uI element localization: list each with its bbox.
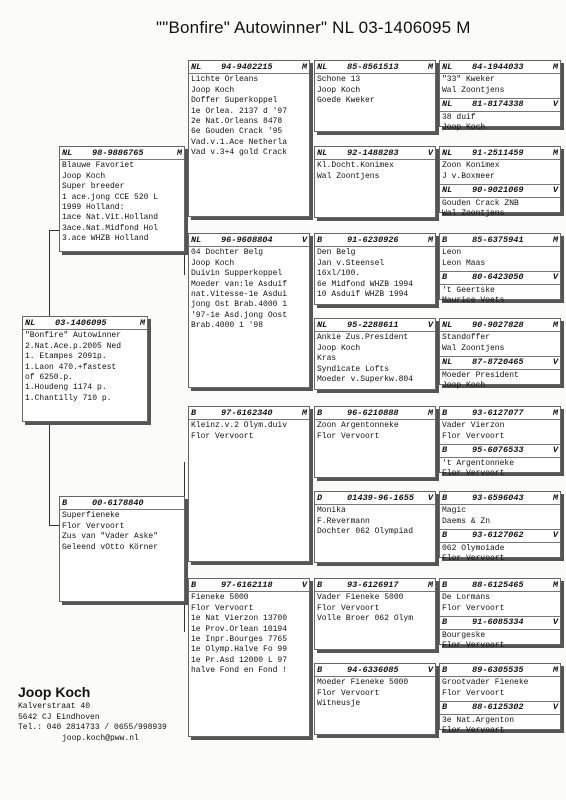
- pigeon-info-line: Wal Zoontjens: [442, 209, 505, 219]
- country-code: B: [442, 530, 448, 541]
- breeder-info: [18, 683, 167, 744]
- pigeon-header: [440, 320, 560, 332]
- pigeon-header: [440, 235, 560, 247]
- pigeon-info-line: Jan v.Steensel: [317, 258, 385, 268]
- pigeon-card-p6: [188, 406, 310, 562]
- pigeon-card-p12: [314, 406, 436, 478]
- country-code: NL: [317, 62, 328, 72]
- pigeon-info-line: Daems & Zn: [442, 516, 491, 526]
- sex-label: M: [552, 148, 558, 158]
- pigeon-card-p2: [59, 146, 185, 252]
- sex-label: V: [552, 530, 558, 541]
- ring-number: 88-6125302: [472, 702, 524, 713]
- pigeon-header: [440, 617, 560, 629]
- pigeon-card-p3: [59, 496, 185, 602]
- sex-label: V: [552, 99, 558, 110]
- ring-number: 93-6127062: [472, 530, 524, 541]
- pigeon-info-line: Kras: [317, 354, 337, 364]
- sex-label: V: [552, 357, 558, 368]
- pigeon-info-line: halve Fond en Fond !: [191, 666, 288, 676]
- pigeon-card-p9: [314, 146, 436, 218]
- sex-label: M: [427, 62, 433, 72]
- country-code: NL: [442, 62, 453, 72]
- sex-label: V: [427, 320, 433, 330]
- pigeon-info-line: 1999 Holland:: [62, 203, 125, 213]
- pigeon-header: [315, 320, 435, 332]
- pigeon-info-line: nat.Vitesse-1e Asdui: [191, 290, 288, 300]
- pigeon-info-line: Blauwe Favoriet: [62, 161, 135, 171]
- pigeon-header: [23, 318, 147, 330]
- pigeon-info-line: 't Geertske: [442, 285, 495, 295]
- pigeon-card-p8: [314, 60, 436, 132]
- pigeon-info-line: Ankie Zus.President: [317, 333, 409, 343]
- sex-label: V: [301, 580, 307, 590]
- country-code: B: [317, 665, 323, 675]
- sex-label: M: [552, 235, 558, 245]
- pigeon-info-line: 1.Houdeng 1174 p.: [25, 383, 107, 393]
- pigeon-info-line: Maurice Voets: [442, 296, 505, 306]
- pigeon-header: [440, 665, 560, 677]
- pigeon-info-line: Leon: [442, 248, 462, 258]
- sex-label: M: [427, 235, 433, 245]
- country-code: B: [191, 408, 197, 418]
- pigeon-card-p16: [439, 60, 561, 133]
- pigeon-info-line: Flor Vervoort: [442, 603, 505, 613]
- pigeon-header: [60, 498, 184, 510]
- country-code: NL: [191, 235, 202, 245]
- pigeon-info-line: Flor Vervoort: [442, 469, 505, 479]
- ring-number: 90-9021069: [472, 185, 524, 196]
- pigeon-header: [440, 445, 560, 457]
- sex-label: M: [301, 408, 307, 418]
- pigeon-info-line: 1.Chantilly 710 p.: [25, 393, 112, 403]
- pigeon-info-line: jong Ost Brab.4000 1: [191, 300, 288, 310]
- connector-line: [49, 230, 50, 317]
- ring-number: 88-6125465: [472, 580, 524, 590]
- pigeon-info-line: 1e Pr.Asd 12000 L 97: [191, 655, 288, 665]
- country-code: NL: [317, 148, 328, 158]
- pigeon-info-line: Joop Koch: [191, 85, 235, 95]
- ring-number: 93-6596043: [472, 493, 524, 503]
- pigeon-info-line: Witneusje: [317, 699, 361, 709]
- pigeon-info-line: Moeder van:le Asduif: [191, 279, 288, 289]
- country-code: NL: [25, 318, 36, 328]
- pigeon-info-line: J v.Boxmeer: [442, 171, 495, 181]
- pigeon-info-line: Den Belg: [317, 248, 356, 258]
- pigeon-card-p13: [314, 491, 436, 563]
- country-code: NL: [62, 148, 73, 158]
- pigeon-card-p26: [439, 491, 561, 564]
- ring-number: 00-6178840: [92, 498, 144, 508]
- ring-number: 95-2288611: [347, 320, 399, 330]
- pigeon-header: [189, 62, 309, 74]
- pigeon-info-line: Volle Broer 062 Olym: [317, 614, 414, 624]
- country-code: NL: [442, 185, 453, 196]
- pigeon-header: [440, 702, 560, 714]
- country-code: B: [442, 235, 448, 245]
- pigeon-info-line: Super breeder: [62, 182, 125, 192]
- ring-number: 85-8561513: [347, 62, 399, 72]
- pigeon-info-line: Flor Vervoort: [317, 431, 380, 441]
- pigeon-info-line: 1.Laon 470.+fastest: [25, 362, 117, 372]
- pigeon-card-p20: [439, 233, 561, 306]
- pigeon-info-line: Flor Vervoort: [442, 431, 505, 441]
- pigeon-info-line: Brab.4000 1 '98: [191, 321, 264, 331]
- pigeon-info-line: Flor Vervoort: [191, 431, 254, 441]
- pigeon-info-line: 10 Asduif WHZB 1994: [317, 290, 409, 300]
- pigeon-info-line: Wal Zoontjens: [317, 171, 380, 181]
- connector-line: [49, 420, 50, 525]
- ring-number: 89-6305535: [472, 665, 524, 675]
- pigeon-info-line: Joop Koch: [317, 85, 361, 95]
- country-code: NL: [442, 320, 453, 330]
- ring-number: 81-8174338: [472, 99, 524, 110]
- pigeon-header: [315, 235, 435, 247]
- ring-number: 90-9027828: [472, 320, 524, 330]
- sex-label: M: [427, 408, 433, 418]
- ring-number: 85-6375941: [472, 235, 524, 245]
- pigeon-info-line: Moeder v.Superkw.804: [317, 375, 414, 385]
- pigeon-info-line: F.Revermann: [317, 516, 370, 526]
- country-code: B: [62, 498, 68, 508]
- ring-number: 80-6423050: [472, 272, 524, 283]
- pigeon-info-line: Vader Fieneke 5000: [317, 593, 404, 603]
- ring-number: 94-6336085: [347, 665, 399, 675]
- pigeon-info-line: Flor Vervoort: [442, 726, 505, 736]
- pigeon-card-p22: [439, 318, 561, 391]
- country-code: NL: [317, 320, 328, 330]
- pigeon-info-line: Wal Zoontjens: [442, 85, 505, 95]
- pigeon-info-line: Wal Zoontjens: [442, 343, 505, 353]
- pigeon-info-line: 3.ace WHZB Holland: [62, 234, 149, 244]
- country-code: B: [442, 702, 448, 713]
- ring-number: 97-6162118: [221, 580, 273, 590]
- sex-label: V: [427, 493, 433, 503]
- pigeon-info-line: Zoon Argentonneke: [317, 421, 399, 431]
- pigeon-header: [315, 580, 435, 592]
- pigeon-info-line: Joop Koch: [317, 343, 361, 353]
- ring-number: 96-9608804: [221, 235, 273, 245]
- sex-label: M: [176, 148, 182, 158]
- ring-number: 03-1406095: [55, 318, 107, 328]
- pigeon-info-line: Moeder President: [442, 370, 519, 380]
- pigeon-info-line: 04 Dochter Belg: [191, 248, 264, 258]
- pigeon-header: [315, 493, 435, 505]
- country-code: NL: [442, 99, 453, 110]
- sex-label: V: [552, 617, 558, 628]
- pigeon-info-line: 't Argentonneke: [442, 458, 515, 468]
- pigeon-header: [440, 493, 560, 505]
- pigeon-info-line: "Bonfire" Autowinner: [25, 331, 122, 341]
- pigeon-info-line: Leon Maas: [442, 258, 486, 268]
- pigeon-header: [440, 530, 560, 542]
- ring-number: 87-8720465: [472, 357, 524, 368]
- country-code: B: [191, 580, 197, 590]
- pigeon-info-line: 1ace Nat.Vit.Holland: [62, 213, 159, 223]
- sex-label: M: [427, 580, 433, 590]
- ring-number: 91-6230926: [347, 235, 399, 245]
- ring-number: 93-6126917: [347, 580, 399, 590]
- pigeon-header: [315, 62, 435, 74]
- pigeon-info-line: 16xl/100.: [317, 269, 361, 279]
- breeder-name: Joop Koch: [18, 684, 91, 700]
- sex-label: M: [552, 62, 558, 72]
- pigeon-info-line: Flor Vervoort: [442, 554, 505, 564]
- sex-label: V: [552, 272, 558, 283]
- pigeon-card-p28: [439, 578, 561, 651]
- pigeon-info-line: Vad.v.1.Ace Netherla: [191, 137, 288, 147]
- pigeon-info-line: Zus van "Vader Aske": [62, 532, 159, 542]
- pigeon-header: [189, 408, 309, 420]
- breeder-postcode: 5642 CJ Eindhoven: [18, 712, 100, 722]
- pigeon-info-line: 1 ace.jong CCE 520 L: [62, 192, 159, 202]
- pigeon-header: [440, 580, 560, 592]
- sex-label: V: [301, 235, 307, 245]
- pigeon-info-line: 2.Nat.Ace.p.2005 Ned: [25, 341, 122, 351]
- sex-label: M: [301, 62, 307, 72]
- pigeon-header: [440, 357, 560, 369]
- pigeon-info-line: Kl.Docht.Konimex: [317, 161, 394, 171]
- ring-number: 97-6162340: [221, 408, 273, 418]
- country-code: B: [442, 580, 448, 590]
- country-code: B: [442, 272, 448, 283]
- breeder-email: joop.koch@pww.nl: [62, 733, 139, 743]
- country-code: B: [442, 408, 448, 418]
- pigeon-info-line: Grootvader Fieneke: [442, 678, 529, 688]
- pigeon-header: [189, 580, 309, 592]
- pigeon-info-line: 1e Olymp.Halve Fo 99: [191, 645, 288, 655]
- pigeon-info-line: Syndicate Lofts: [317, 364, 390, 374]
- sex-label: M: [552, 408, 558, 418]
- pigeon-info-line: Kleinz.v.2 Olym.duiv: [191, 421, 288, 431]
- pigeon-card-p11: [314, 318, 436, 390]
- sex-label: M: [139, 318, 145, 328]
- pigeon-info-line: Flor Vervoort: [191, 603, 254, 613]
- pigeon-info-line: Lichte Orleans: [191, 75, 259, 85]
- pigeon-info-line: Flor Vervoort: [62, 521, 125, 531]
- pigeon-header: [440, 148, 560, 160]
- pigeon-info-line: Flor Vervoort: [317, 603, 380, 613]
- sex-label: V: [427, 665, 433, 675]
- country-code: B: [442, 493, 448, 503]
- pigeon-card-p1: [22, 316, 148, 422]
- pigeon-header: [315, 665, 435, 677]
- pigeon-info-line: 3e Nat.Argenton: [442, 715, 515, 725]
- country-code: B: [317, 408, 323, 418]
- pigeon-info-line: 2e Nat.Orleans 8478: [191, 117, 283, 127]
- country-code: B: [317, 580, 323, 590]
- pigeon-info-line: Joop Koch: [62, 171, 106, 181]
- ring-number: 95-6076533: [472, 445, 524, 456]
- ring-number: 91-2511459: [472, 148, 524, 158]
- pigeon-header: [440, 62, 560, 74]
- pigeon-info-line: 062 Olymoiade: [442, 543, 505, 553]
- pigeon-info-line: Duivin Supperkoppel: [191, 269, 283, 279]
- ring-number: 01439-96-1655: [347, 493, 415, 503]
- pigeon-info-line: 6e Midfond WHZB 1994: [317, 279, 414, 289]
- sex-label: M: [552, 580, 558, 590]
- pigeon-info-line: Joop Koch: [442, 123, 486, 133]
- pigeon-info-line: 1e Orlea. 2137 d '97: [191, 106, 288, 116]
- pigeon-info-line: "33" Kweker: [442, 75, 495, 85]
- sex-label: M: [552, 320, 558, 330]
- pigeon-card-p24: [439, 406, 561, 479]
- sex-label: V: [552, 185, 558, 196]
- country-code: NL: [191, 62, 202, 72]
- pigeon-info-line: Standoffer: [442, 333, 491, 343]
- sex-label: V: [552, 702, 558, 713]
- country-code: NL: [442, 148, 453, 158]
- pigeon-card-p18: [439, 146, 561, 219]
- pigeon-info-line: Joop Koch: [191, 258, 235, 268]
- pigeon-info-line: Zoon Konimex: [442, 161, 500, 171]
- pigeon-info-line: Flor Vervoort: [442, 641, 505, 651]
- pigeon-info-line: Vader Vierzon: [442, 421, 505, 431]
- pigeon-header: [440, 272, 560, 284]
- pigeon-info-line: Schone 13: [317, 75, 361, 85]
- breeder-phone: Tel.: 040 2814733 / 0655/998939: [18, 723, 167, 732]
- pigeon-info-line: Fieneke 5000: [191, 593, 249, 603]
- pigeon-info-line: Flor Vervoort: [317, 688, 380, 698]
- pigeon-info-line: 38 duif: [442, 112, 476, 122]
- pigeon-info-line: Goede Kweker: [317, 96, 375, 106]
- pigeon-header: [189, 235, 309, 247]
- country-code: B: [442, 445, 448, 456]
- pigeon-card-p5: [188, 233, 310, 388]
- pigeon-info-line: 1e Nat Vierzon 13700: [191, 614, 288, 624]
- pigeon-info-line: Magic: [442, 506, 467, 516]
- sex-label: V: [552, 445, 558, 456]
- country-code: D: [317, 493, 323, 503]
- pigeon-card-p7: [188, 578, 310, 737]
- breeder-address: Kalverstraat 40: [18, 702, 91, 711]
- ring-number: 84-1944033: [472, 62, 524, 72]
- pigeon-info-line: '97-1e Asd.jong Oost: [191, 310, 288, 320]
- pigeon-info-line: 6e Gouden Crack '95: [191, 127, 283, 137]
- pigeon-info-line: Superfieneke: [62, 511, 120, 521]
- pigeon-info-line: 1e Inpr.Bourges 7765: [191, 635, 288, 645]
- pigeon-card-p15: [314, 663, 436, 735]
- pigeon-header: [60, 148, 184, 160]
- ring-number: 98-9886765: [92, 148, 144, 158]
- pigeon-info-line: Bourgeske: [442, 630, 486, 640]
- pedigree-title: ""Bonfire" Autowinner" NL 03-1406095 M: [156, 18, 471, 37]
- pigeon-info-line: De Lormans: [442, 593, 491, 603]
- pigeon-info-line: Geleend vOtto Körner: [62, 542, 159, 552]
- pigeon-header: [315, 408, 435, 420]
- ring-number: 94-9402215: [221, 62, 273, 72]
- pigeon-card-p4: [188, 60, 310, 217]
- ring-number: 92-1488283: [347, 148, 399, 158]
- pigeon-info-line: Flor Vervoort: [442, 688, 505, 698]
- pigeon-info-line: of 6250.p.: [25, 373, 74, 383]
- country-code: B: [442, 617, 448, 628]
- country-code: NL: [442, 357, 453, 368]
- sex-label: M: [552, 493, 558, 503]
- pigeon-info-line: 3ace.Nat.Midfond Hol: [62, 223, 159, 233]
- ring-number: 96-6210888: [347, 408, 399, 418]
- pigeon-card-p30: [439, 663, 561, 736]
- pigeon-info-line: Dochter 062 Olympiad: [317, 527, 414, 537]
- pigeon-info-line: Vad v.3+4 gold Crack: [191, 148, 288, 158]
- pigeon-header: [440, 99, 560, 111]
- sex-label: V: [427, 148, 433, 158]
- pigeon-info-line: Gouden Crack ZNB: [442, 198, 519, 208]
- sex-label: M: [552, 665, 558, 675]
- pigeon-header: [440, 408, 560, 420]
- pigeon-info-line: 1e Prov.Orlean 10194: [191, 624, 288, 634]
- pigeon-header: [315, 148, 435, 160]
- country-code: B: [317, 235, 323, 245]
- pigeon-info-line: Joop Koch: [442, 381, 486, 391]
- pigeon-card-p14: [314, 578, 436, 650]
- ring-number: 91-6085334: [472, 617, 524, 628]
- pigeon-header: [440, 185, 560, 197]
- pigeon-info-line: Moeder Fieneke 5000: [317, 678, 409, 688]
- pigeon-info-line: Doffer Superkoppel: [191, 96, 278, 106]
- pigeon-card-p10: [314, 233, 436, 305]
- pigeon-info-line: 1. Etampes 2091p.: [25, 352, 107, 362]
- pigeon-info-line: Monika: [317, 506, 346, 516]
- ring-number: 93-6127077: [472, 408, 524, 418]
- country-code: B: [442, 665, 448, 675]
